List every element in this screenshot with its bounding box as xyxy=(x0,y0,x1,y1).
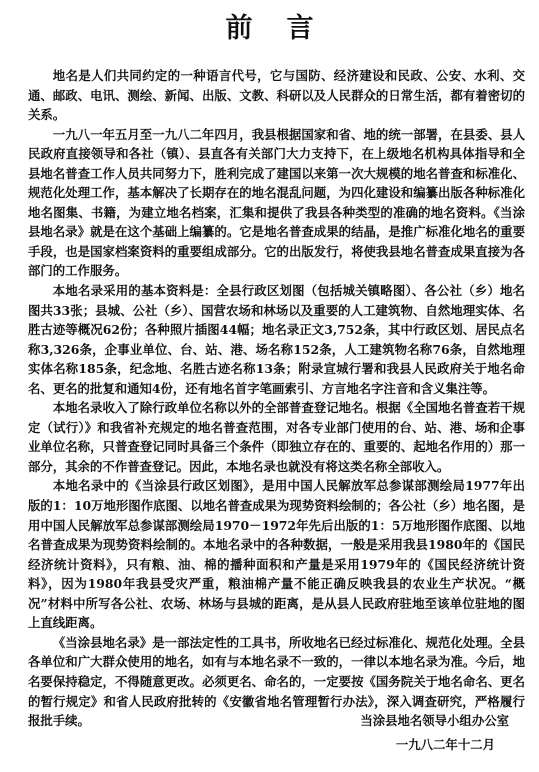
signature-date: 一九八二年十二月 xyxy=(395,737,495,752)
title-char-1: 前 xyxy=(225,13,253,44)
paragraph: 本地名录收入了除行政单位名称以外的全部普查登记地名。根据《全国地名普查若干规定（试行）》和我省补充规定的地名普查范围，对各专业部门使用的台、站、港、场和企事业单位名称，只普查登记同时具备三个条件（即独立存在的、重要的、起地名作用的）那一部分，其余的不作普查登记。因此，本地名录也就没有将这类名称全部收入。 xyxy=(28,400,525,474)
paragraph: 本地名录中的《当涂县行政区划图》，是用中国人民解放军总参谋部测绘局1977年出版的1：10万地形图作底图、以地名普查成果为现势资料绘制的；各公社（乡）地名图，是用中国人民解放军总参谋部测绘局1970－1972年先后出版的1：5万地形图作底图、以地名普查成果为现势资料绘制的。本地名录中的各种数据，一般是采用我县1980年的《国民经济统计资料》，只有粮、油、棉的播种面积和产量是采用1979年的《国民经济统计资料》，因为1980年我县受灾严重，粮油棉产量不能正确反映我县的农业生产状况。“概况”材料中所写各公社、农场、林场与县城的距离，是从县人民政府驻地至该单位驻地的图上直线距离。 xyxy=(28,478,525,631)
signature-organization: 当涂县地名领导小组办公室 xyxy=(360,713,509,728)
paragraph: 一九八一年五月至一九八二年四月，我县根据国家和省、地的统一部署，在县委、县人民政府直接领导和各社（镇）、县直各有关部门大力支持下，在上级地名机构具体指导和全县地名普查工作人员共同努力下，胜利完成了建国以来第一次大规模的地名普查和标准化、规范化处理工作，基本解决了长期存在的地名混乱问题，为四化建设和编纂出版各种标准化地名图集、书籍，为建立地名档案，汇集和提供了我县各种类型的准确的地名资料。《当涂县地名录》就是在这个基础上编纂的。它是地名普查成果的结晶，是推广标准化地名的重要手段，也是国家档案资料的重要组成部分。它的出版发行，将使我县地名普查成果直接为各部门的工作服务。 xyxy=(28,126,525,279)
preface-body xyxy=(28,66,525,731)
paragraph: 本地名录采用的基本资料是：全县行政区划图（包括城关镇略图）、各公社（乡）地名图共33张；县城、公社（乡）、国营农场和林场以及重要的人工建筑物、自然地理实体、名胜古迹等概况62份；各种照片插图44幅；地名录正文3,752条，其中行政区划、居民点名称3,326条，企事业单位、台、站、港、场名称152条，人工建筑物名称76条，自然地理实体名称185条，纪念地、名胜古迹名称13条；附录宣城行署和我县人民政府关于地名命名、更名的批复和通知4份，还有地名首字笔画索引、方言地名字注音和含义集注等。 xyxy=(28,283,525,396)
page-title xyxy=(0,6,539,45)
paragraph: 《当涂县地名录》是一部法定性的工具书，所收地名已经过标准化、规范化处理。全县各单位和广大群众使用的地名，如有与本地名录不一致的，一律以本地名录为准。今后，地名要保持稳定，不得随意更改。必须更名、命名的，一定要按《国务院关于地名命名、更名的暂行规定》和省人民政府批转的《安徽省地名管理暂行办法》，深入调查研究，严格履行报批手续。 xyxy=(28,634,525,729)
signature-block xyxy=(309,710,509,756)
paragraph: 地名是人们共同约定的一种语言代号，它与国防、经济建设和民政、公安、水利、交通、邮政、电讯、测绘、新闻、出版、文教、科研以及人民群众的日常生活，都有着密切的关系。 xyxy=(28,68,525,123)
title-char-2: 言 xyxy=(286,13,314,44)
